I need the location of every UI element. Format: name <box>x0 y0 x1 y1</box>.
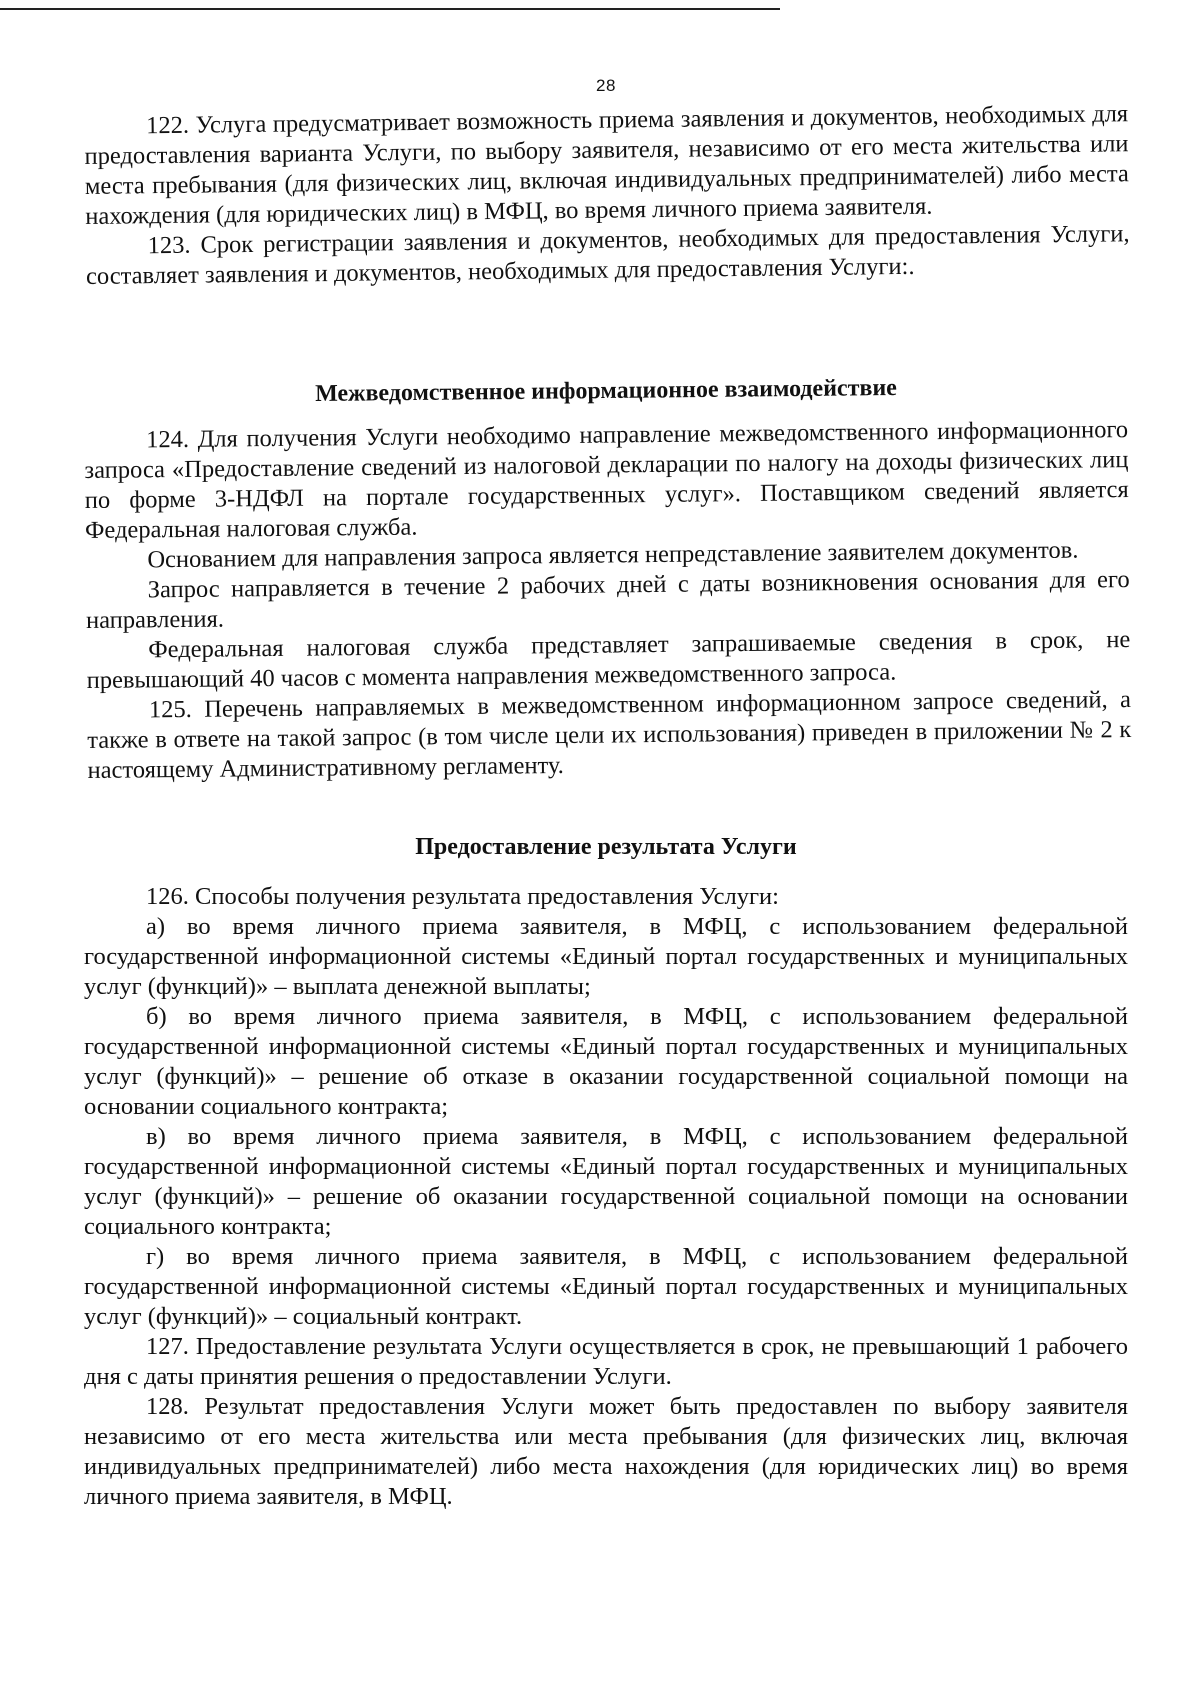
paragraph-basis: Основанием для направления запроса является непредставление заявителем документов. <box>147 536 1079 574</box>
section-interagency <box>84 415 1132 786</box>
paragraph-128: 128. Результат предоставления Услуги может быть предоставлен по выбору заявителя независимо от его места жительства или места пребывания (для физических лиц, включая индивидуальных предпринимателей) либо места нахождения (для юридических лиц) во время личного приема заявителя, в МФЦ. <box>84 1393 1128 1510</box>
paragraph-126-b: б) во время личного приема заявителя, в МФЦ, с использованием федеральной государственной информационной системы «Единый портал государственных и муниципальных услуг (функций)» – решение об отказе в оказании государственной социальной помощи на основании социального контракта; <box>84 1003 1128 1120</box>
paragraph-fns-term: Федеральная налоговая служба представляет запрашиваемые сведения в срок, не превышающий 40 часов с момента направления межведомственного запроса. <box>86 626 1131 694</box>
paragraph-126: 126. Способы получения результата предоставления Услуги: <box>146 883 779 910</box>
paragraph-125: 125. Перечень направляемых в межведомственном информационном запросе сведений, а также в ответе на такой запрос (в том числе цели их использования) приведен в приложении № 2 к настоящему Административному регламенту. <box>87 686 1132 784</box>
page-number: 28 <box>596 76 616 95</box>
paragraph-126-a: а) во время личного приема заявителя, в МФЦ, с использованием федеральной государственной информационной системы «Единый портал государственных и муниципальных услуг (функций)» – выплата денежной выплаты; <box>84 913 1128 1000</box>
paragraph-request-term: Запрос направляется в течение 2 рабочих дней с даты возникновения основания для его направления. <box>85 566 1130 634</box>
paragraph-126-g: г) во время личного приема заявителя, в МФЦ, с использованием федеральной государственной информационной системы «Единый портал государственных и муниципальных услуг (функций)» – социальный контракт. <box>84 1243 1128 1330</box>
scan-top-rule <box>0 8 780 10</box>
paragraph-127: 127. Предоставление результата Услуги осуществляется в срок, не превышающий 1 рабочего дня с даты принятия решения о предоставлении Услуги. <box>84 1333 1128 1390</box>
section-result <box>84 882 1128 1512</box>
paragraph-122: 122. Услуга предусматривает возможность приема заявления и документов, необходимых для предоставления варианта Услуги, по выбору заявителя, независимо от его места жительства или места пребывания (для физических лиц, включая индивидуальных предпринимателей) либо места нахождения (для юридических лиц) в МФЦ, во время личного приема заявителя. <box>84 100 1129 230</box>
paragraph-124: 124. Для получения Услуги необходимо направление межведомственного информационного запроса «Предоставление сведений из налоговой декларации по налогу на доходы физических лиц по форме 3-НДФЛ на портале государственных услуг». Поставщиком сведений является Федеральная налоговая служба. <box>84 416 1129 544</box>
paragraph-123: 123. Срок регистрации заявления и документов, необходимых для предоставления Услуги, составляет заявления и документов, необходимых для предоставления Услуги:. <box>85 220 1130 290</box>
heading-result: Предоставление результата Услуги <box>415 834 797 860</box>
heading-interagency: Межведомственное информационное взаимодействие <box>314 374 897 408</box>
paragraph-126-v: в) во время личного приема заявителя, в МФЦ, с использованием федеральной государственной информационной системы «Единый портал государственных и муниципальных услуг (функций)» – решение об оказании государственной социальной помощи на основании социального контракта; <box>84 1123 1128 1240</box>
section-registration <box>84 99 1130 292</box>
